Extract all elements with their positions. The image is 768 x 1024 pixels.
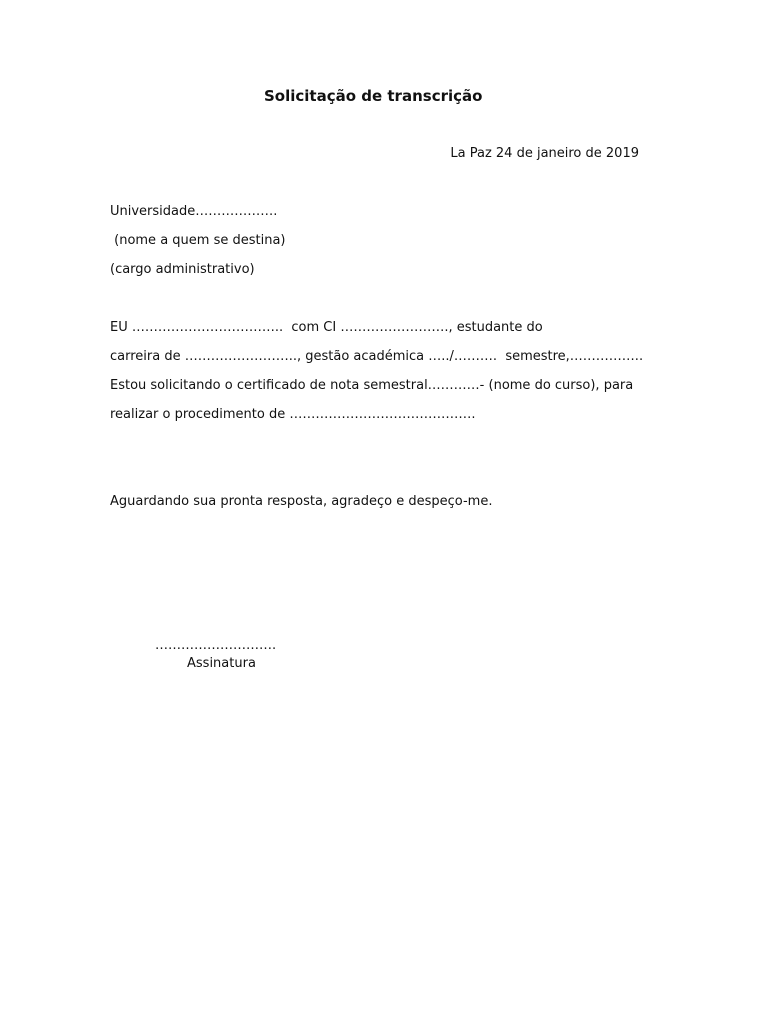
body-line: Estou solicitando o certificado de nota semestral…………- (nome do curso), para: [110, 378, 634, 393]
recipient-name: (nome a quem se destina): [110, 233, 286, 248]
signature-line: ……………………….: [155, 638, 277, 653]
closing-line: Aguardando sua pronta resposta, agradeço e despeço-me.: [110, 494, 493, 509]
body-line: carreira de …………………….., gestão académica …../………. semestre,……………..: [110, 349, 644, 364]
signature-label: Assinatura: [187, 656, 256, 671]
document-title: Solicitação de transcrição: [264, 87, 483, 105]
date-line: La Paz 24 de janeiro de 2019: [450, 146, 639, 161]
recipient-position: (cargo administrativo): [110, 262, 255, 277]
body-line: EU …………………………….. com CI ……………………., estudante do: [110, 320, 543, 335]
recipient-university: Universidade……………….: [110, 204, 278, 219]
body-line: realizar o procedimento de …………………………………….: [110, 407, 476, 422]
